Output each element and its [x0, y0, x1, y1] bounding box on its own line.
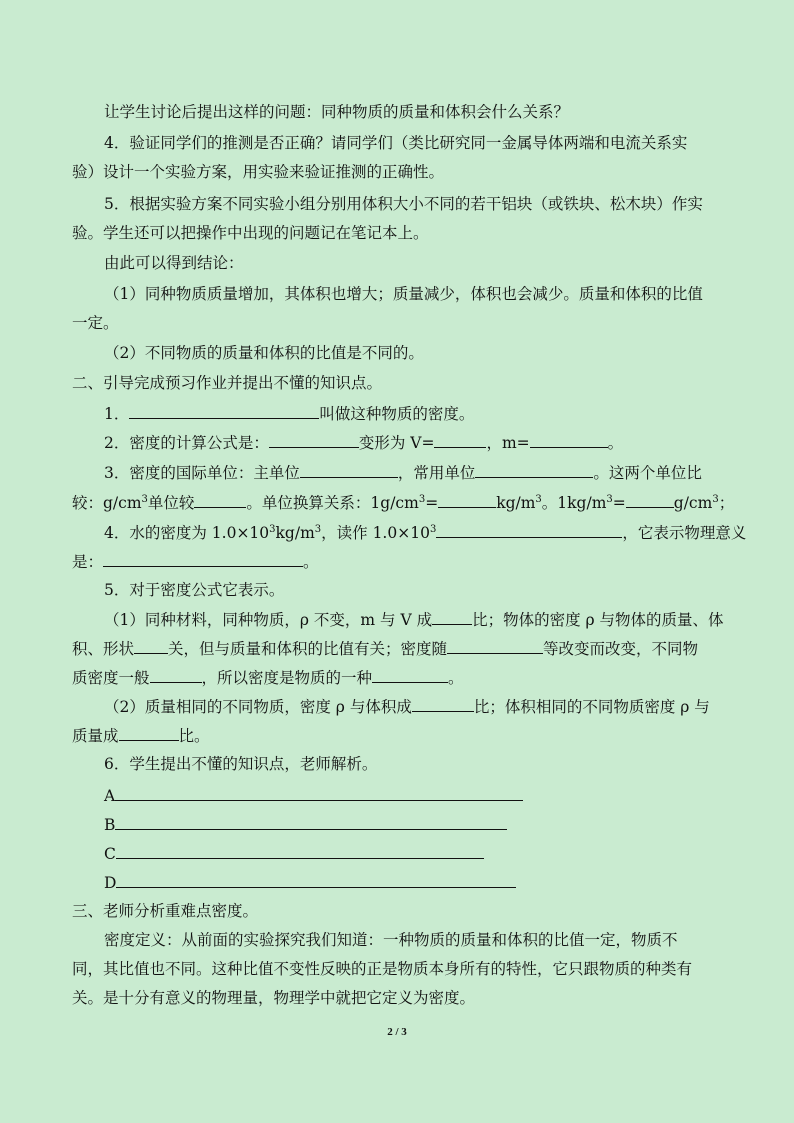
question-line-c: C — [104, 843, 484, 864]
fill-line: 3．密度的国际单位：主单位 ，常用单位 。这两个单位比 — [104, 464, 702, 482]
answer-blank[interactable] — [116, 872, 516, 888]
blank[interactable] — [434, 432, 486, 448]
fill-line: 较：$g/cm^3$单位较 。单位换算关系：$1g/cm^3= kg/m^3$。$1kg/m^3= g/cm^3$； — [72, 493, 735, 512]
blank[interactable] — [475, 462, 593, 478]
fill-line: 4．水的密度为 $1.0\times 10^3kg/m^3$，读作 $1.0\times 10^3$ ，它表示物理意义 — [104, 523, 747, 542]
blank[interactable] — [194, 492, 246, 508]
text-line: 让学生讨论后提出这样的问题：同种物质的质量和体积会什么关系？ — [104, 103, 570, 121]
fill-line: 质密度一般 ，所以密度是物质的一种 。 — [72, 669, 464, 687]
fill-line: 积、形状 关，但与质量和体积的比值有关；密度随 等改变而改变，不同物 — [72, 640, 699, 658]
blank[interactable] — [436, 522, 622, 538]
blank[interactable] — [150, 667, 202, 683]
blank[interactable] — [103, 551, 303, 567]
answer-blank[interactable] — [115, 814, 507, 830]
fill-line: 质量成 比。 — [72, 727, 210, 745]
page-number: 2 / 3 — [387, 1026, 407, 1038]
text-line: 4．验证同学们的推测是否正确？请同学们（类比研究同一金属导体两端和电流关系实 — [104, 134, 688, 152]
blank[interactable] — [412, 696, 474, 712]
text-line: 一定。 — [72, 314, 119, 332]
blank[interactable] — [129, 403, 319, 419]
blank[interactable] — [530, 432, 608, 448]
text-line: 关。是十分有意义的物理量，物理学中就把它定义为密度。 — [72, 989, 476, 1007]
text-line: 验。学生还可以把操作中出现的问题记在笔记本上。 — [72, 224, 429, 242]
section-heading: 二、引导完成预习作业并提出不懂的知识点。 — [72, 374, 383, 392]
blank[interactable] — [447, 638, 543, 654]
text-line: 5．根据实验方案不同实验小组分别用体积大小不同的若干铝块（或铁块、松木块）作实 — [104, 195, 703, 213]
answer-blank[interactable] — [116, 843, 484, 859]
blank[interactable] — [626, 492, 674, 508]
fill-line: 1． 叫做这种物质的密度。 — [104, 405, 475, 423]
text-line: 验）设计一个实验方案，用实验来验证推测的正确性。 — [72, 163, 445, 181]
text-line: 密度定义：从前面的实验探究我们知道：一种物质的质量和体积的比值一定，物质不 — [104, 931, 678, 949]
blank[interactable] — [372, 667, 448, 683]
blank[interactable] — [269, 432, 359, 448]
section-heading: 三、老师分析重难点密度。 — [72, 902, 259, 920]
question-line-d: D — [104, 872, 516, 893]
blank[interactable] — [438, 492, 496, 508]
answer-blank[interactable] — [115, 785, 523, 801]
text-line: 由此可以得到结论： — [104, 254, 244, 272]
blank[interactable] — [432, 609, 472, 625]
text-line: 5．对于密度公式它表示。 — [104, 581, 285, 599]
question-line-a: A — [104, 785, 523, 806]
question-line-b: B — [104, 814, 507, 835]
fill-line: （1）同种材料，同种物质，ρ 不变，m 与 V 成 比；物体的密度 ρ 与物体的质量、体 — [104, 611, 724, 629]
text-line: （1）同种物质质量增加，其体积也增大；质量减少，体积也会减少。质量和体积的比值 — [104, 285, 703, 303]
text-line: 同，其比值也不同。这种比值不变性反映的正是物质本身所有的特性，它只跟物质的种类有 — [72, 960, 693, 978]
fill-line: （2）质量相同的不同物质，密度 ρ 与体积成 比；体积相同的不同物质密度 ρ 与 — [104, 698, 710, 716]
blank[interactable] — [119, 725, 179, 741]
fill-line: 2．密度的计算公式是： 变形为 V= ，m= 。 — [104, 434, 624, 452]
blank[interactable] — [134, 638, 168, 654]
fill-line: 是： 。 — [72, 553, 319, 571]
blank[interactable] — [300, 462, 398, 478]
text-line: （2）不同物质的质量和体积的比值是不同的。 — [104, 344, 424, 362]
text-line: 6．学生提出不懂的知识点，老师解析。 — [104, 755, 378, 773]
